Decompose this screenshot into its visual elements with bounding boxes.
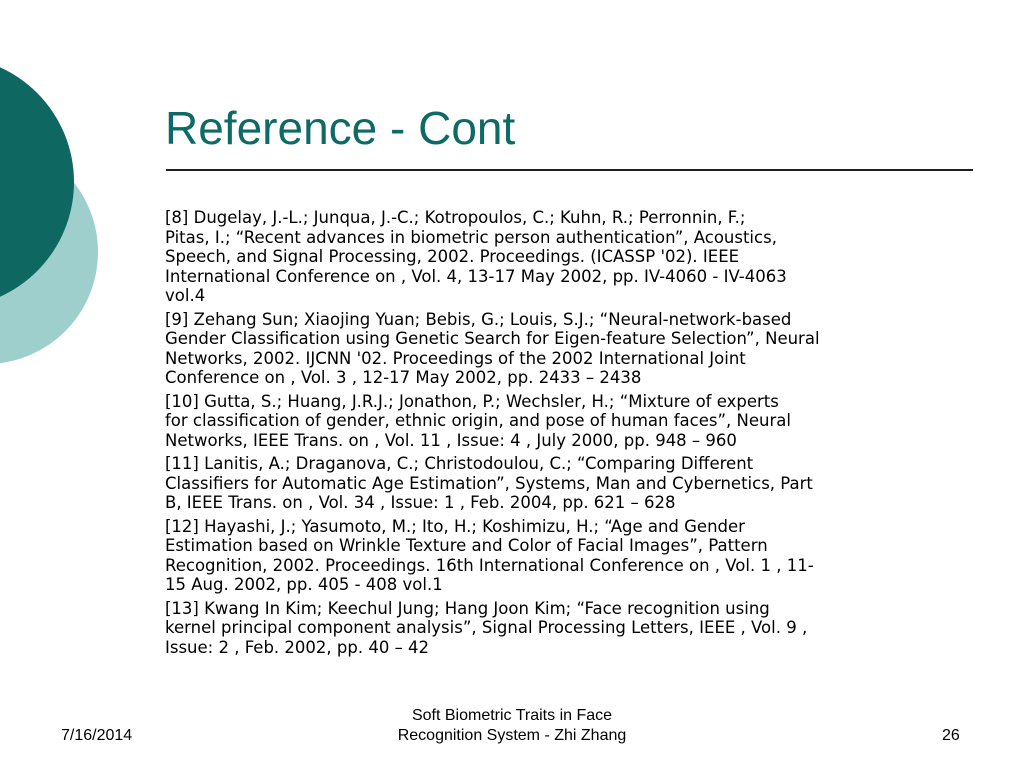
decorative-circles	[0, 0, 110, 420]
footer-presentation-title	[312, 706, 712, 746]
reference-line: [10] Gutta, S.; Huang, J.R.J.; Jonathon, P.; Wechsler, H.; “Mixture of experts	[165, 391, 779, 411]
footer-page-number: 26	[942, 727, 960, 744]
reference-line: [12] Hayashi, J.; Yasumoto, M.; Ito, H.; Koshimizu, H.; “Age and Gender	[165, 516, 745, 536]
reference-line: Speech, and Signal Processing, 2002. Proceedings. (ICASSP '02). IEEE	[165, 247, 740, 266]
reference-item	[165, 454, 965, 513]
reference-line: [13] Kwang In Kim; Keechul Jung; Hang Joon Kim; “Face recognition using	[165, 598, 770, 618]
reference-line: International Conference on , Vol. 4, 13-17 May 2002, pp. IV-4060 - IV-4063	[165, 266, 787, 286]
reference-item	[165, 517, 965, 595]
reference-line: Estimation based on Wrinkle Texture and Color of Facial Images”, Pattern	[165, 536, 768, 555]
reference-item	[165, 208, 965, 306]
reference-line: Classifiers for Automatic Age Estimation”, Systems, Man and Cybernetics, Part	[165, 473, 813, 493]
reference-line: vol.4	[165, 286, 206, 305]
reference-list	[165, 208, 965, 661]
reference-line: Gender Classification using Genetic Search for Eigen-feature Selection”, Neural	[165, 329, 820, 348]
reference-item	[165, 310, 965, 388]
footer-date: 7/16/2014	[61, 727, 133, 744]
reference-line: [9] Zehang Sun; Xiaojing Yuan; Bebis, G.; Louis, S.J.; “Neural-network-based	[165, 309, 792, 329]
reference-item	[165, 599, 965, 658]
reference-line: for classification of gender, ethnic origin, and pose of human faces”, Neural	[165, 411, 791, 430]
reference-line: Conference on , Vol. 3 , 12-17 May 2002, pp. 2433 – 2438	[165, 368, 642, 387]
reference-item	[165, 392, 965, 451]
reference-line: Issue: 2 , Feb. 2002, pp. 40 – 42	[165, 637, 430, 657]
reference-line: Networks, 2002. IJCNN '02. Proceedings of the 2002 International Joint	[165, 348, 746, 368]
reference-line: Recognition, 2002. Proceedings. 16th International Conference on , Vol. 1 , 11-	[165, 555, 814, 575]
reference-line: B, IEEE Trans. on , Vol. 34 , Issue: 1 , Feb. 2004, pp. 621 – 628	[165, 493, 676, 512]
slide-title: Reference - Cont	[165, 102, 516, 154]
reference-line: [8] Dugelay, J.-L.; Junqua, J.-C.; Kotropoulos, C.; Kuhn, R.; Perronnin, F.;	[165, 208, 746, 227]
reference-line: 15 Aug. 2002, pp. 405 - 408 vol.1	[165, 575, 443, 594]
reference-line: [11] Lanitis, A.; Draganova, C.; Christodoulou, C.; “Comparing Different	[165, 454, 754, 473]
footer-title-line-2: Recognition System - Zhi Zhang	[397, 727, 627, 744]
reference-line: kernel principal component analysis”, Signal Processing Letters, IEEE , Vol. 9 ,	[165, 618, 808, 637]
title-divider	[166, 169, 973, 171]
footer-title-line-1: Soft Biometric Traits in Face	[411, 707, 613, 724]
reference-line: Networks, IEEE Trans. on , Vol. 11 , Issue: 4 , July 2000, pp. 948 – 960	[165, 430, 737, 450]
reference-line: Pitas, I.; “Recent advances in biometric person authentication”, Acoustics,	[165, 227, 777, 247]
